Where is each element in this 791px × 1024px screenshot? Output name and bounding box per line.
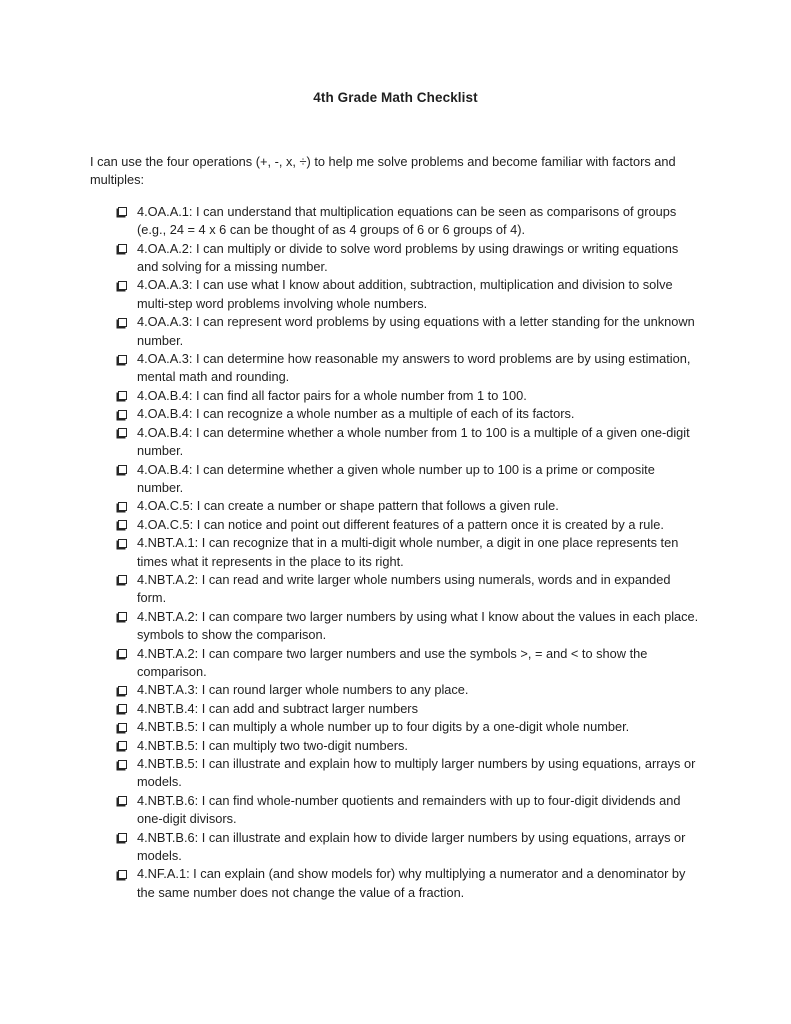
checklist-item-text: 4.OA.C.5: I can notice and point out different features of a pattern once it is created by a rule. [137, 516, 664, 532]
checkbox-icon [118, 723, 127, 732]
checkbox-icon [118, 355, 127, 364]
checkbox-icon [118, 520, 127, 529]
checklist-item [90, 645, 701, 682]
checkbox-icon [118, 281, 127, 290]
checkbox-icon [118, 833, 127, 842]
checkbox-icon [118, 502, 127, 511]
checklist-item [90, 571, 701, 608]
checklist-item-text: 4.OA.C.5: I can create a number or shape pattern that follows a given rule. [137, 498, 559, 514]
checkbox-icon [118, 704, 127, 713]
checkbox-icon [118, 391, 127, 400]
checklist-item-text: 4.NBT.A.3: I can round larger whole numbers to any place. [137, 682, 469, 698]
checkbox-icon [118, 741, 127, 750]
checklist-item-text: 4.NBT.A.2: I can compare two larger numbers by using what I know about the values in each place. symbols to show the comparison. [137, 608, 699, 643]
checkbox-icon [118, 575, 127, 584]
checklist [90, 203, 701, 902]
checkbox-icon [118, 796, 127, 805]
checklist-item-text: 4.OA.A.3: I can determine how reasonable my answers to word problems are by using estimation, mental math and rounding. [137, 351, 691, 385]
checklist-item-text: 4.OA.B.4: I can find all factor pairs for a whole number from 1 to 100. [137, 387, 527, 403]
intro-paragraph: I can use the four operations (+, -, x, ÷) to help me solve problems and become familiar with factors and multiples: [90, 154, 676, 188]
checklist-item-text: 4.NBT.A.1: I can recognize that in a multi-digit whole number, a digit in one place represents ten times what it represents in the place to its right. [137, 535, 679, 569]
checklist-item-text: 4.OA.A.1: I can understand that multiplication equations can be seen as comparisons of groups (e.g., 24 = 4 x 6 can be thought of as 4 groups of 6 or 6 groups of 4). [137, 203, 677, 238]
checkbox-icon [118, 207, 127, 216]
checkbox-icon [118, 428, 127, 437]
checklist-item-text: 4.OA.B.4: I can determine whether a whole number from 1 to 100 is a multiple of a given one-digit number. [137, 424, 690, 459]
checklist-item [90, 608, 701, 645]
checklist-item [90, 203, 701, 240]
checklist-item [90, 718, 701, 736]
checklist-item [90, 700, 701, 718]
checkbox-icon [118, 539, 127, 548]
checkbox-icon [118, 760, 127, 769]
checklist-item [90, 240, 701, 277]
checkbox-icon [118, 410, 127, 419]
checkbox-icon [118, 465, 127, 474]
checklist-item-text: 4.OA.A.3: I can represent word problems by using equations with a letter standing for the unknown number. [137, 314, 695, 348]
checklist-item [90, 792, 701, 829]
checklist-item-text: 4.NBT.B.5: I can multiply a whole number up to four digits by a one-digit whole number. [137, 719, 630, 735]
checkbox-icon [118, 318, 127, 327]
checklist-item-text: 4.NF.A.1: I can explain (and show models for) why multiplying a numerator and a denominator by the same number does not change the value of a fraction. [137, 866, 686, 900]
checklist-item-text: 4.NBT.B.6: I can illustrate and explain how to divide larger numbers by using equations, arrays or models. [137, 829, 686, 864]
checklist-item-text: 4.NBT.B.6: I can find whole-number quotients and remainders with up to four-digit dividends and one-digit divisors. [137, 792, 681, 827]
checklist-item [90, 405, 701, 423]
checklist-item [90, 865, 701, 902]
checklist-item-text: 4.OA.B.4: I can determine whether a given whole number up to 100 is a prime or composite number. [137, 461, 655, 495]
page-title: 4th Grade Math Checklist [313, 90, 478, 105]
checkbox-icon [118, 612, 127, 621]
checkbox-icon [118, 870, 127, 879]
checklist-item [90, 681, 701, 699]
checklist-item-text: 4.NBT.B.5: I can illustrate and explain how to multiply larger numbers by using equations, arrays or models. [137, 756, 696, 790]
checklist-item [90, 350, 701, 387]
checklist-item [90, 313, 701, 350]
checklist-item [90, 534, 701, 571]
checklist-item [90, 424, 701, 461]
checklist-item [90, 276, 701, 313]
checklist-item-text: 4.NBT.A.2: I can compare two larger numbers and use the symbols >, = and < to show the comparison. [137, 645, 648, 679]
checklist-item-text: 4.OA.B.4: I can recognize a whole number as a multiple of each of its factors. [137, 406, 575, 422]
checklist-item [90, 516, 701, 534]
checklist-item [90, 497, 701, 515]
checkbox-icon [118, 244, 127, 253]
checklist-item [90, 387, 701, 405]
checkbox-icon [118, 686, 127, 695]
checklist-item-text: 4.NBT.B.5: I can multiply two two-digit numbers. [137, 737, 408, 753]
checklist-item-text: 4.OA.A.3: I can use what I know about addition, subtraction, multiplication and division to solve multi-step word problems involving whole numbers. [137, 277, 673, 311]
checklist-item-text: 4.NBT.B.4: I can add and subtract larger numbers [137, 700, 418, 716]
checklist-item-text: 4.NBT.A.2: I can read and write larger whole numbers using numerals, words and in expanded form. [137, 571, 671, 606]
checklist-item [90, 461, 701, 498]
checklist-item [90, 829, 701, 866]
checkbox-icon [118, 649, 127, 658]
checklist-item-text: 4.OA.A.2: I can multiply or divide to solve word problems by using drawings or writing equations and solving for a missing number. [137, 240, 679, 275]
checklist-item [90, 737, 701, 755]
checklist-item [90, 755, 701, 792]
